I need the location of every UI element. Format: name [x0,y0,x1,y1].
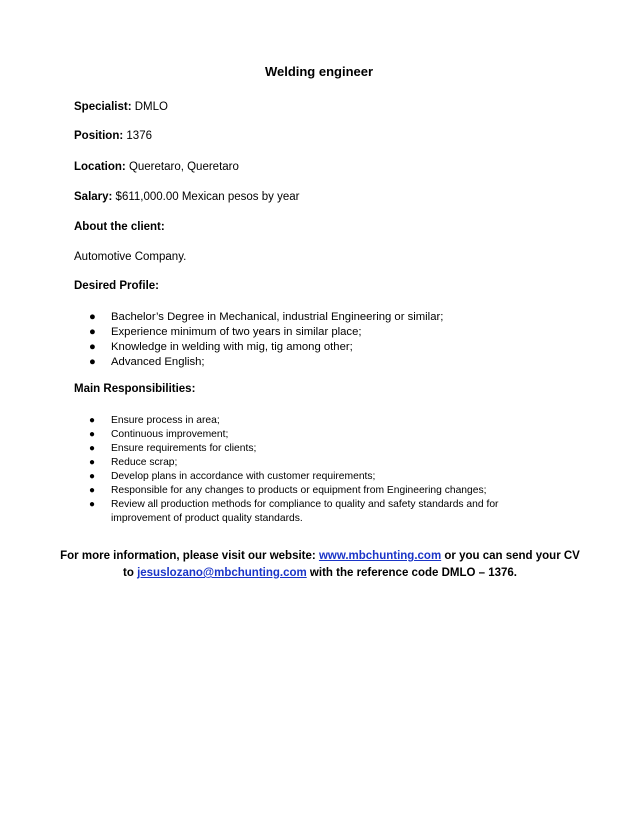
responsibilities-list [0,414,541,526]
specialist-value: DMLO [131,101,168,113]
bullet-icon: ● [89,485,96,496]
main-responsibilities-heading: Main Responsibilities: [74,383,196,395]
list-item-text: Review all production methods for compliance to quality and safety standards and for improvement of product quality standards. [111,499,499,524]
list-item-text: Knowledge in welding with mig, tig among other; [111,341,353,353]
list-item [0,355,443,370]
bullet-icon: ● [89,356,96,368]
contact-footer [60,548,580,582]
list-item-text: Experience minimum of two years in similar place; [111,326,362,338]
list-item [0,484,541,498]
list-item [0,414,541,428]
list-item-text: Continuous improvement; [111,429,229,440]
bullet-icon: ● [89,341,96,353]
document-title: Welding engineer [264,64,374,79]
bullet-icon: ● [89,443,96,454]
location-label: Location: [74,161,126,173]
desired-profile-heading: Desired Profile: [74,280,159,292]
list-item-text: Ensure process in area; [111,415,220,426]
list-item-text: Reduce scrap; [111,457,178,468]
bullet-icon: ● [89,471,96,482]
list-item [0,325,443,340]
list-item [0,456,541,470]
list-item [0,310,443,325]
list-item-text: Develop plans in accordance with customer requirements; [111,471,376,482]
bullet-icon: ● [89,311,96,323]
bullet-icon: ● [89,326,96,338]
position-field [74,130,152,142]
position-label: Position: [74,130,124,142]
salary-field [74,191,299,203]
location-field [74,161,239,173]
specialist-field [74,101,168,113]
bullet-icon: ● [89,499,96,510]
footer-text-middle: or you can send your CV to [123,550,580,579]
bullet-icon: ● [89,457,96,468]
list-item [0,498,541,526]
footer-text-before: For more information, please visit our website: [60,550,319,562]
location-value: Queretaro, Queretaro [125,161,239,173]
list-item [0,340,443,355]
list-item-text: Responsible for any changes to products or equipment from Engineering changes; [111,485,487,496]
bullet-icon: ● [89,415,96,426]
list-item [0,470,541,484]
position-value: 1376 [123,130,152,142]
list-item [0,428,541,442]
bullet-icon: ● [89,429,96,440]
email-link[interactable]: jesuslozano@mbchunting.com [137,567,307,579]
list-item-text: Ensure requirements for clients; [111,443,257,454]
website-link[interactable]: www.mbchunting.com [318,550,442,562]
footer-text-after: with the reference code DMLO – 1376. [306,567,517,579]
list-item [0,442,541,456]
salary-value: $611,000.00 Mexican pesos by year [112,191,300,203]
about-client-heading: About the client: [74,221,165,233]
specialist-label: Specialist: [74,101,132,113]
list-item-text: Bachelor’s Degree in Mechanical, industrial Engineering or similar; [111,311,444,323]
desired-profile-list [0,310,443,370]
list-item-text: Advanced English; [111,356,205,368]
about-client-text: Automotive Company. [74,251,187,263]
salary-label: Salary: [74,191,113,203]
